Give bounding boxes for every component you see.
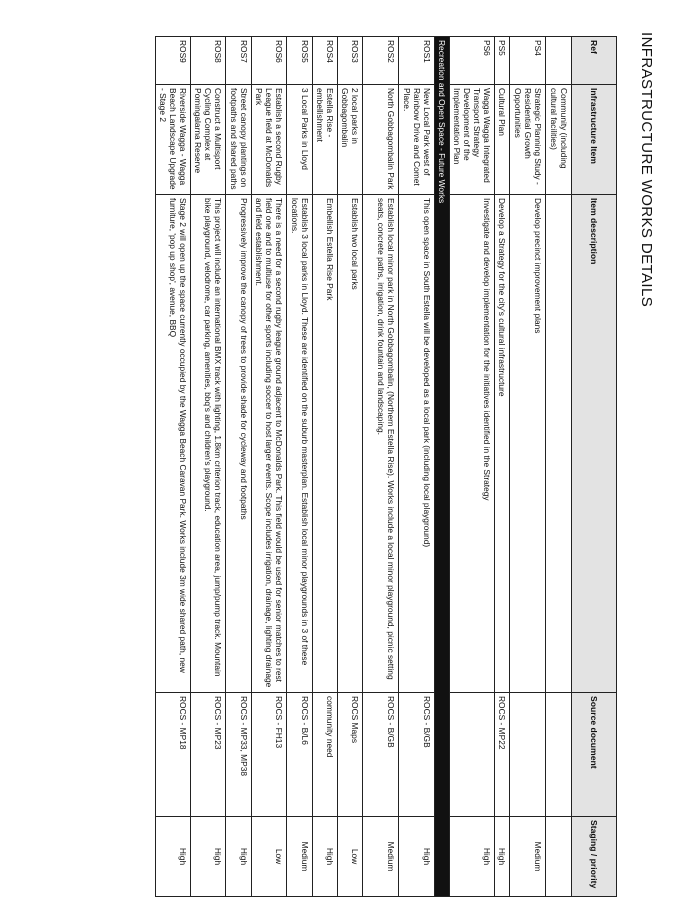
cell-pri: Low — [252, 817, 287, 897]
cell-desc: Develop precinct improvement plans — [510, 195, 546, 693]
cell-pri: High — [226, 817, 252, 897]
table-row — [313, 37, 338, 897]
cell-ref: PS4 — [510, 37, 546, 85]
cell-pri — [546, 817, 572, 897]
cell-desc: Progressively improve the canopy of trees to provide shade for cycleway and footpaths — [226, 195, 252, 693]
table-row — [399, 37, 435, 897]
cell-ref: PS6 — [450, 37, 495, 85]
cell-desc: Develop a Strategy for the city's cultural infrastructure — [495, 195, 510, 693]
cell-item: Cultural Plan — [495, 85, 510, 195]
cell-ref: ROS5 — [287, 37, 313, 85]
cell-desc: Establish local minor park in North Gobbagombalin, (Northern Estella Rise). Works include a local minor playground, picnic setting seats, concrete paths, irrigation, drink fountain and landscaping. — [363, 195, 399, 693]
rotated-page — [35, 32, 655, 904]
cell-item: 3 Local Parks in Lloyd — [287, 85, 313, 195]
cell-ref: ROS8 — [191, 37, 226, 85]
table-row — [156, 37, 191, 897]
header-src: Source document — [572, 693, 617, 817]
cell-item: New Local Park west of Rainbow Drive and Comet Place. — [399, 85, 435, 195]
cell-src — [510, 693, 546, 817]
cell-ref: ROS4 — [313, 37, 338, 85]
cell-ref: ROS3 — [338, 37, 363, 85]
section-title: Recreation and Open Space - Future Works — [435, 37, 450, 897]
cell-item: Construct a Multisport Cycling Complex at Pomingalarna Reserve — [191, 85, 226, 195]
cell-src: ROCS - FH13 — [252, 693, 287, 817]
cell-desc: Establish two local parks — [338, 195, 363, 693]
cell-src: ROCS - MP23 — [191, 693, 226, 817]
table-row — [287, 37, 313, 897]
cell-src: ROCS - B/GB — [399, 693, 435, 817]
cell-pri: Low — [338, 817, 363, 897]
cell-ref — [546, 37, 572, 85]
table-row — [450, 37, 495, 897]
cell-pri: High — [191, 817, 226, 897]
cell-item: 2 local parks in Gobbagombalin — [338, 85, 363, 195]
cell-src: ROCS - B/GB — [363, 693, 399, 817]
cell-desc: There is a need for a second rugby league ground adjacent to McDonalds Park. This field would be used for senior matches to rest field one and to multiuse for other sports including soccer to host larger events. Scope includes irrigation, drainage, lighting drainage and field establishment. — [252, 195, 287, 693]
cell-item: Riverside Wagga - Wagga Beach Landscape Upgrade - Stage 2 — [156, 85, 191, 195]
page-title: INFRASTRUCTURE WORKS DETAILS — [638, 32, 655, 308]
cell-item: Establish a second Rugby League field at McDonalds Park — [252, 85, 287, 195]
header-row — [572, 37, 617, 897]
cell-ref: ROS6 — [252, 37, 287, 85]
table-row — [226, 37, 252, 897]
cell-ref: ROS9 — [156, 37, 191, 85]
cell-src — [450, 693, 495, 817]
cell-desc: Investigate and develop implementation for the initiatives identified in the Strategy — [450, 195, 495, 693]
section-header-row — [435, 37, 450, 897]
header-ref: Ref — [572, 37, 617, 85]
infrastructure-table — [155, 36, 617, 897]
cell-ref: ROS2 — [363, 37, 399, 85]
table-row — [363, 37, 399, 897]
cell-pri: Medium — [510, 817, 546, 897]
table-row — [252, 37, 287, 897]
header-desc: Item description — [572, 195, 617, 693]
cell-src: ROCS - MP33, MP38 — [226, 693, 252, 817]
cell-desc: Stage 2 will open up the space currently occupied by the Wagga Beach Caravan Park. Works include 3m wide shared path, new furniture, 'pop up shop', avenue, BBQ — [156, 195, 191, 693]
cell-desc: Embellish Estella Rise Park — [313, 195, 338, 693]
cell-desc: This open space in South Estella will be developed as a local park (including local playground) — [399, 195, 435, 693]
table-row — [510, 37, 546, 897]
cell-pri: High — [313, 817, 338, 897]
table-row — [338, 37, 363, 897]
cell-ref: ROS1 — [399, 37, 435, 85]
header-item: Infrastructure Item — [572, 85, 617, 195]
cell-item: Community (including cultural facilities) — [546, 85, 572, 195]
cell-item: Street canopy plantings on footpaths and shared paths — [226, 85, 252, 195]
cell-pri: Medium — [287, 817, 313, 897]
cell-src: ROCS - B/L6 — [287, 693, 313, 817]
cell-desc: This project will include an international BMX track with lighting, 1.8km criterion track, education area, jump/pump track. Mountain bike playground, velodrome, car parking, amenities, bbq's and children's playground. — [191, 195, 226, 693]
cell-item: Wagga Wagga Integrated Transport Strategy Development of the Implementation Plan — [450, 85, 495, 195]
header-pri: Staging / priority — [572, 817, 617, 897]
cell-item: North Gobbagombalin Park — [363, 85, 399, 195]
cell-pri: Medium — [363, 817, 399, 897]
cell-pri: High — [495, 817, 510, 897]
cell-pri: High — [399, 817, 435, 897]
cell-pri: High — [450, 817, 495, 897]
cell-src: community need — [313, 693, 338, 817]
cell-desc: Establish 3 local parks in Lloyd. These are identified on the suburb masterplan. Establish local minor playgrounds in 3 of these locations. — [287, 195, 313, 693]
table-row — [546, 37, 572, 897]
cell-src: ROCS - MP18 — [156, 693, 191, 817]
cell-item: Estella Rise - embellishment — [313, 85, 338, 195]
cell-item: Strategic Planning Study - Residential Growth Opportunities — [510, 85, 546, 195]
cell-src: ROCS Maps — [338, 693, 363, 817]
table-row — [495, 37, 510, 897]
cell-ref: ROS7 — [226, 37, 252, 85]
cell-ref: PS5 — [495, 37, 510, 85]
cell-src: ROCS - MP22 — [495, 693, 510, 817]
cell-pri: High — [156, 817, 191, 897]
table-row — [191, 37, 226, 897]
cell-src — [546, 693, 572, 817]
cell-desc — [546, 195, 572, 693]
